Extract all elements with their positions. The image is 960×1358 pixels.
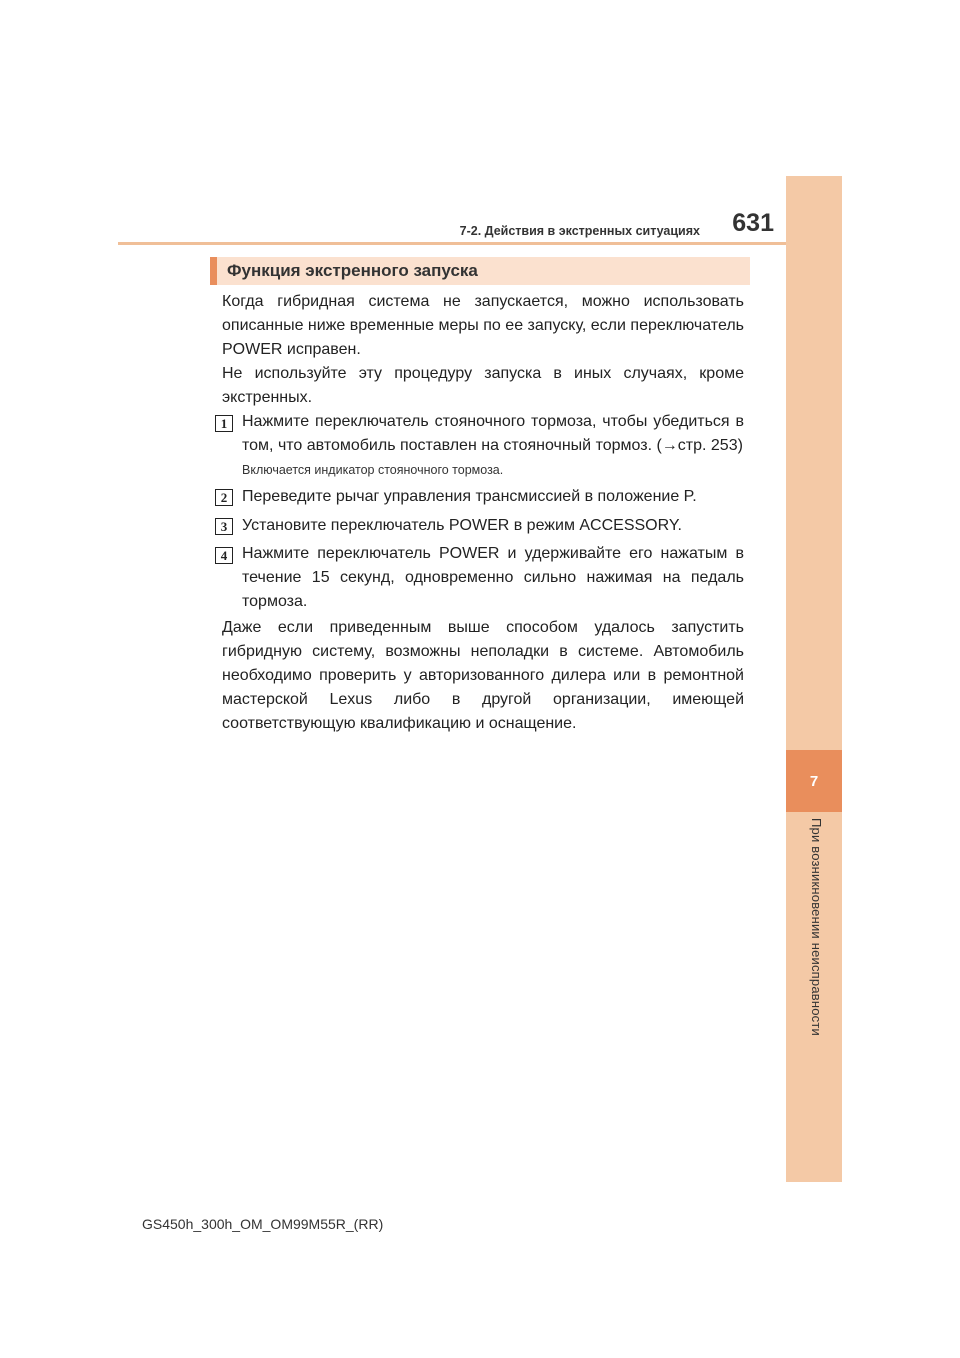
- closing-paragraph: Даже если приведенным выше способом удалось запустить гибридную систему, возможны неполадки в системе. Автомобиль необходимо проверить у авторизованного дилера или в ремонтной мастерской Lexus либо в другой организации, имеющей соответствующую квалификацию и оснащение.: [222, 619, 744, 732]
- step-2-text: Переведите рычаг управления трансмиссией в положение P.: [242, 488, 697, 505]
- intro-paragraph-2: Не используйте эту процедуру запуска в иных случаях, кроме экстренных.: [222, 365, 744, 406]
- step-1-note: Включается индикатор стояночного тормоза.: [242, 463, 504, 477]
- step-2-number: 2: [215, 489, 233, 506]
- page-number: 631: [732, 209, 774, 237]
- document-code-footer: GS450h_300h_OM_OM99M55R_(RR): [142, 1216, 384, 1232]
- step-4-number: 4: [215, 547, 233, 564]
- chapter-title: При возникновении неисправности: [809, 818, 824, 1036]
- header-divider: [118, 242, 786, 245]
- running-header-section: 7-2. Действия в экстренных ситуациях: [459, 224, 700, 238]
- chapter-number-badge: 7: [786, 750, 842, 812]
- intro-paragraph-1: Когда гибридная система не запускается, можно использовать описанные ниже временные меры по ее запуску, если переключатель POWER исправен.: [222, 293, 744, 358]
- step-1-number: 1: [215, 415, 233, 432]
- step-1-text: Нажмите переключатель стояночного тормоза, чтобы убедиться в том, что автомобиль поставлен на стояночный тормоз. (→стр. 253): [242, 413, 744, 454]
- section-title: Функция экстренного запуска: [227, 261, 478, 280]
- step-3-text: Установите переключатель POWER в режим ACCESSORY.: [242, 517, 682, 534]
- step-3-number: 3: [215, 518, 233, 535]
- step-4-text: Нажмите переключатель POWER и удерживайте его нажатым в течение 15 секунд, одновременно сильно нажимая на педаль тормоза.: [242, 545, 744, 610]
- chapter-side-tab: [786, 176, 842, 1182]
- section-title-bar: [210, 257, 750, 285]
